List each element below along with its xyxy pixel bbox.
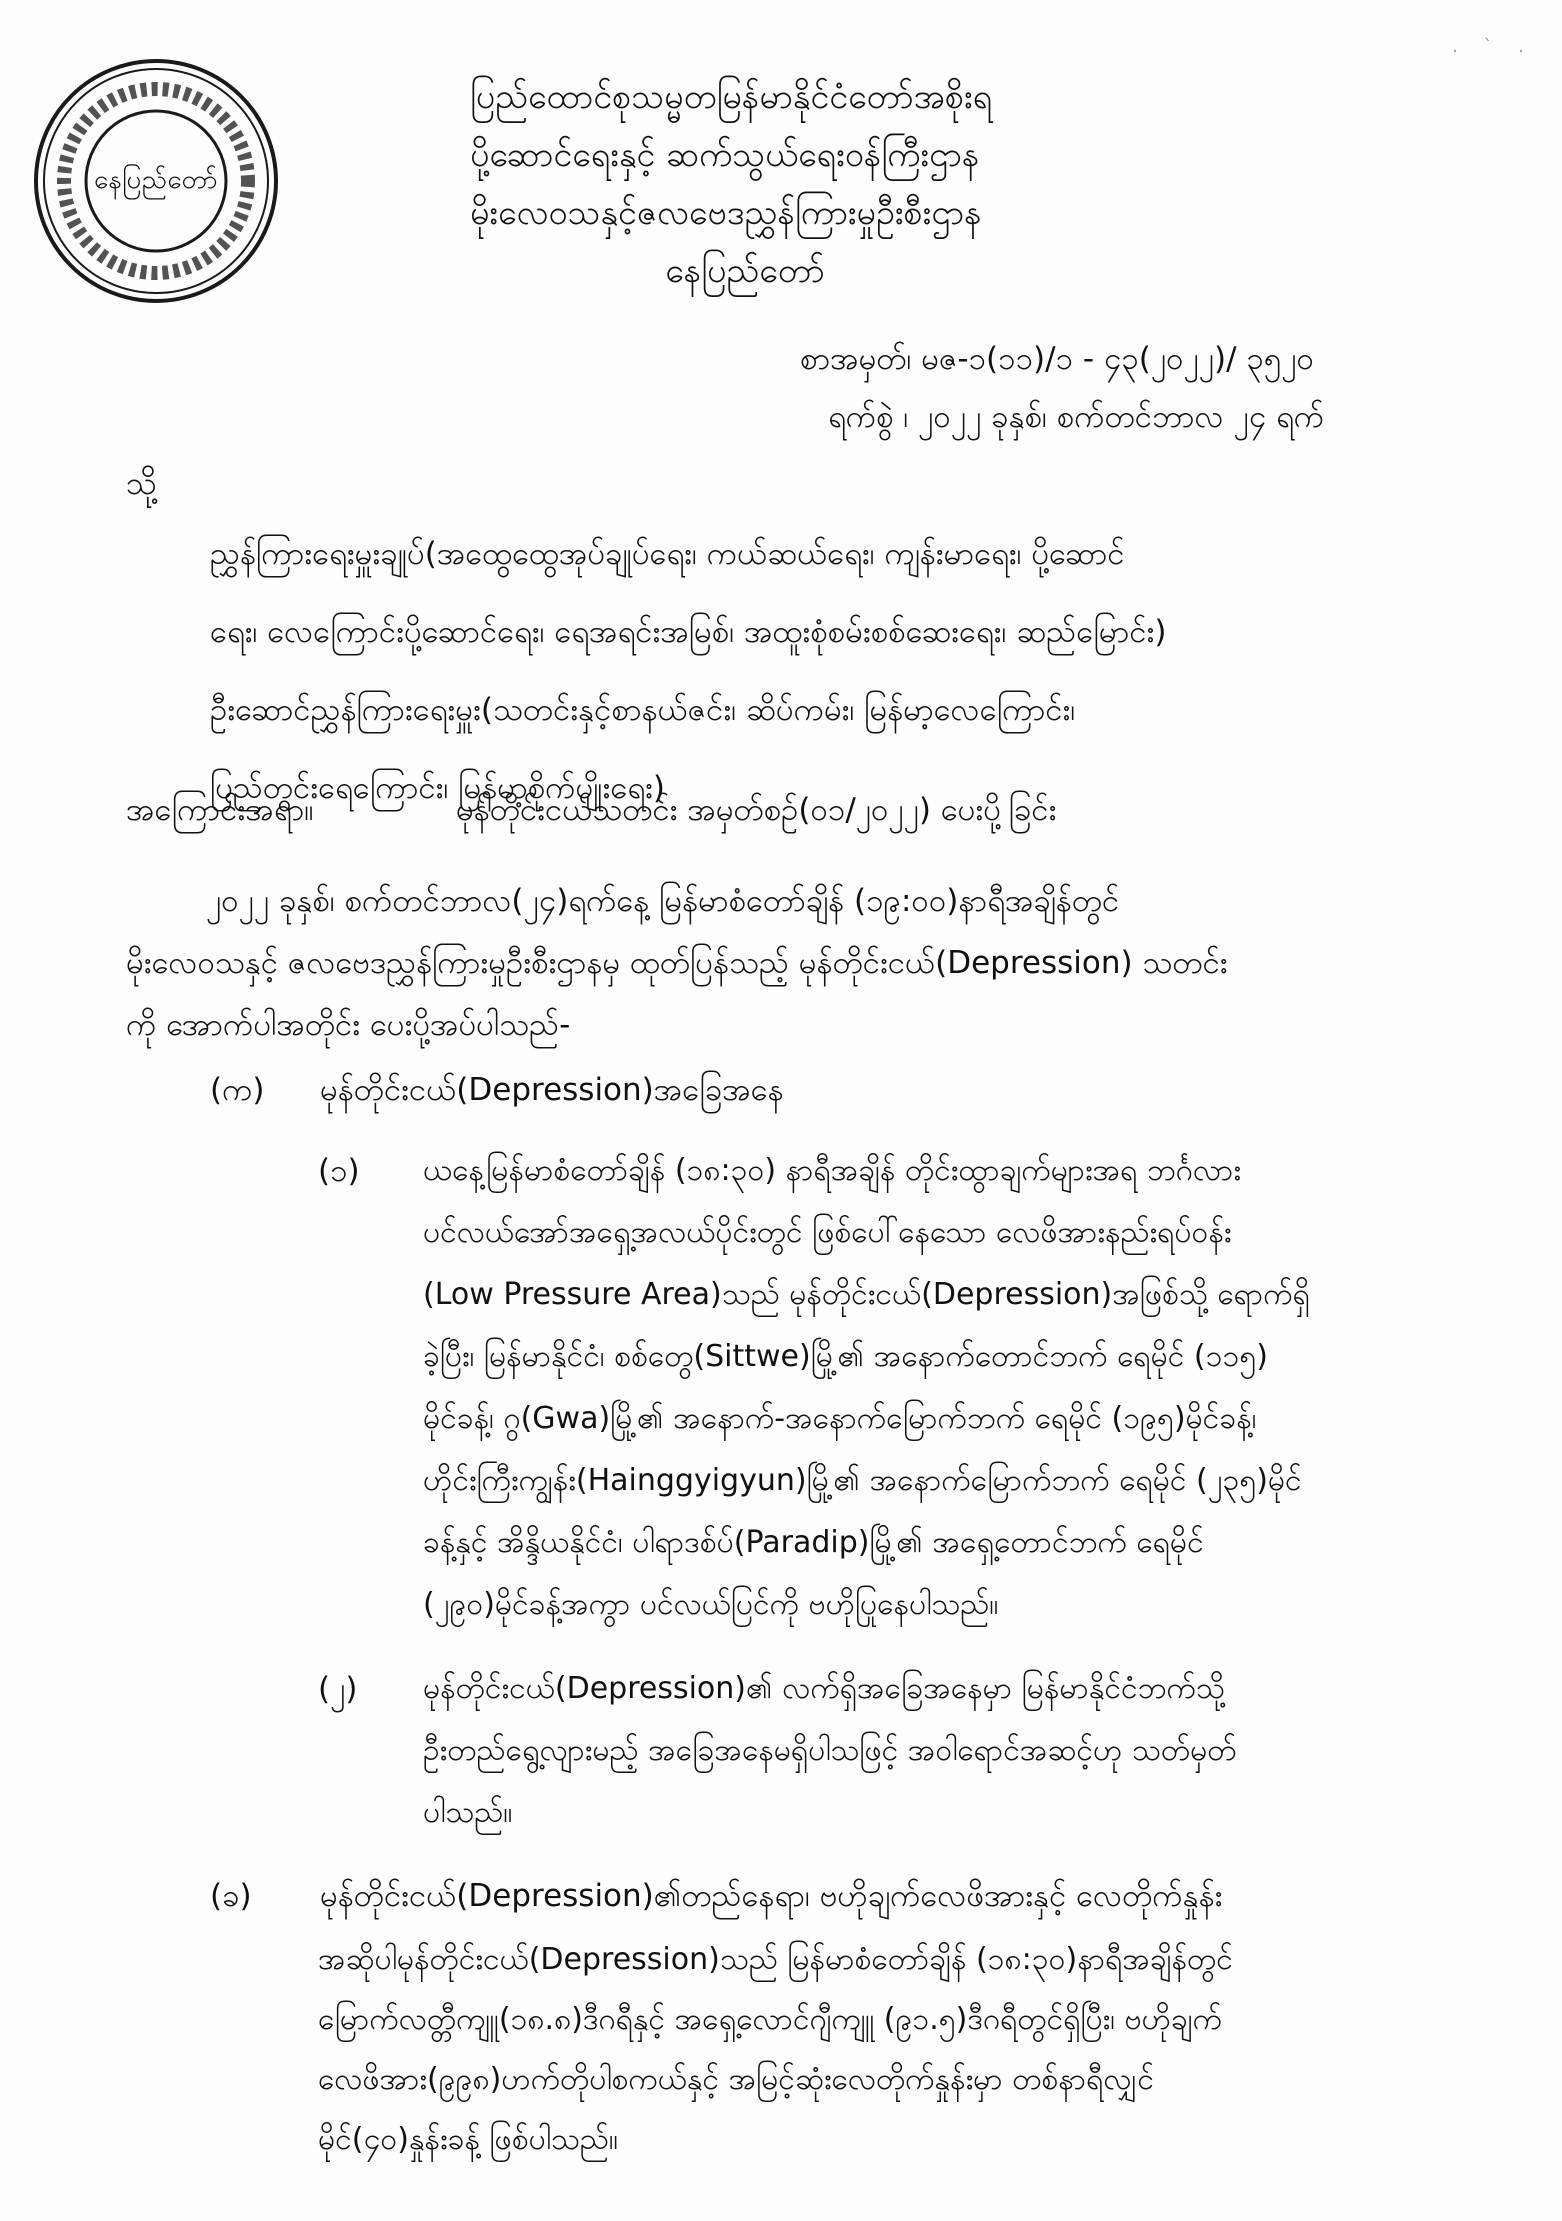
section-a-item-2 bbox=[318, 1658, 1448, 1858]
header-department: မိုးလေဝသနှင့်ဇလဗေဒညွှန်ကြားမှုဦးစီးဌာန bbox=[470, 193, 982, 233]
section-a-heading bbox=[210, 1060, 1450, 1120]
letter-number: စာအမှတ်၊ မဇ-၁(၁၁)/၁ - ၄၃(၂၀၂၂)/ ၃၅၂၀ bbox=[800, 341, 1314, 377]
intro-line: ၂၀၂၂ ခုနှစ်၊ စက်တင်ဘာလ(၂၄)ရက်နေ့ မြန်မာစံတော်ချိန် (၁၉:၀၀)နာရီအချိန်တွင် bbox=[206, 883, 1120, 919]
item-line: ဟိုင်းကြီးကျွန်း(Hainggyigyun)မြို့၏ အနောက်မြောက်ဘက် ရေမိုင် (၂၃၅)မိုင် bbox=[423, 1463, 1302, 1498]
section-b-number: (ခ) bbox=[210, 1878, 252, 1914]
intro-line: မိုးလေဝသနှင့် ဇလဗေဒညွှန်ကြားမှုဦးစီးဌာနမှ ထုတ်ပြန်သည့် မုန်တိုင်းငယ်(Depression) သတင်း bbox=[126, 945, 1228, 981]
reference-block bbox=[800, 330, 1520, 446]
intro-paragraph bbox=[126, 870, 1441, 1056]
section-a-title: မုန်တိုင်းငယ်(Depression)အခြေအနေ bbox=[320, 1072, 784, 1108]
official-seal bbox=[30, 55, 282, 307]
to-label: သို့ bbox=[126, 464, 157, 502]
header-government: ပြည်ထောင်စုသမ္မတမြန်မာနိုင်ငံတော်အစိုးရ bbox=[470, 77, 993, 117]
item-line: (Low Pressure Area)သည် မုန်တိုင်းငယ်(Depression)အဖြစ်သို့ ရောက်ရှိ bbox=[423, 1277, 1310, 1312]
item-body bbox=[423, 1140, 1448, 1636]
intro-line: ကို အောက်ပါအတိုင်း ပေးပို့အပ်ပါသည်- bbox=[126, 1007, 571, 1043]
recipient-line: ရေး၊ လေကြောင်းပို့ဆောင်ရေး၊ ရေအရင်းအမြစ်၊ အထူးစုံစမ်းစစ်ဆေးရေး၊ ဆည်မြောင်း) bbox=[210, 614, 1167, 650]
corner-marks: . ` . bbox=[1452, 36, 1534, 57]
letter-date: ရက်စွဲ ၊ ၂၀၂၂ ခုနှစ်၊ စက်တင်ဘာလ ၂၄ ရက် bbox=[828, 399, 1325, 435]
item-line: ခန့်နှင့် အိန္ဒိယနိုင်ငံ၊ ပါရာဒစ်ပ်(Paradip)မြို့၏ အရှေ့တောင်ဘက် ရေမိုင် bbox=[423, 1525, 1204, 1560]
item-line: မုန်တိုင်းငယ်(Depression)၏ လက်ရှိအခြေအနေမှာ မြန်မာနိုင်ငံဘက်သို့ bbox=[423, 1671, 1225, 1706]
header-ministry: ပို့ဆောင်ရေးနှင့် ဆက်သွယ်ရေးဝန်ကြီးဌာန bbox=[470, 135, 980, 175]
item-line: ပါသည်။ bbox=[423, 1795, 513, 1830]
seal-center-text: နေပြည်တော် bbox=[93, 164, 219, 195]
subject-label: အကြောင်းအရာ။ bbox=[126, 792, 314, 828]
item-number: (၂) bbox=[318, 1671, 358, 1707]
recipients-block bbox=[210, 515, 1440, 827]
section-b-line: လေဖိအား(၉၉၈)ဟက်တိုပါစကယ်နှင့် အမြင့်ဆုံးလေတိုက်နှုန်းမှာ တစ်နာရီလျှင် bbox=[318, 2062, 1155, 2097]
recipient-line: ဦးဆောင်ညွှန်ကြားရေးမှူး(သတင်းနှင့်စာနယ်ဇင်း၊ ဆိပ်ကမ်း၊ မြန်မာ့လေကြောင်း၊ bbox=[210, 692, 1076, 728]
item-line: ယနေ့မြန်မာစံတော်ချိန် (၁၈:၃၀) နာရီအချိန် တိုင်းထွာချက်များအရ ဘင်္ဂလား bbox=[423, 1153, 1241, 1188]
item-body bbox=[423, 1658, 1448, 1844]
section-b-line: အဆိုပါမုန်တိုင်းငယ်(Depression)သည် မြန်မာစံတော်ချိန် (၁၈:၃၀)နာရီအချိန်တွင် bbox=[318, 1942, 1233, 1977]
header-city: နေပြည်တော် bbox=[665, 251, 825, 291]
section-a-number: (က) bbox=[210, 1072, 265, 1108]
recipient-line: ပြည်တွင်းရေကြောင်း၊ မြန်မာ့စိုက်ပျိုးရေး) bbox=[210, 770, 665, 806]
section-b-line: မိုင်(၄၀)နှုန်းခန့် ဖြစ်ပါသည်။ bbox=[318, 2122, 618, 2157]
subject-line bbox=[126, 790, 1466, 836]
item-line: (၂၉၀)မိုင်ခန့်အကွာ ပင်လယ်ပြင်ကို ဗဟိုပြုနေပါသည်။ bbox=[423, 1587, 999, 1622]
letterhead bbox=[470, 68, 1170, 300]
section-a-item-1 bbox=[318, 1140, 1448, 1660]
section-b-line: မြောက်လတ္တီကျူ(၁၈.၈)ဒီဂရီနှင့် အရှေ့လောင်ဂျီကျူ (၉၁.၅)ဒီဂရီတွင်ရှိပြီး၊ ဗဟိုချက် bbox=[318, 2002, 1222, 2037]
item-line: ပင်လယ်အော်အရှေ့အလယ်ပိုင်းတွင် ဖြစ်ပေါ်နေသော လေဖိအားနည်းရပ်ဝန်း bbox=[423, 1215, 1232, 1250]
section-b-body bbox=[318, 1930, 1448, 2170]
item-line: မိုင်ခန့်၊ ဂွ(Gwa)မြို့၏ အနောက်-အနောက်မြောက်ဘက် ရေမိုင် (၁၉၅)မိုင်ခန့်၊ bbox=[423, 1401, 1257, 1436]
item-line: ခဲ့ပြီး၊ မြန်မာနိုင်ငံ၊ စစ်တွေ(Sittwe)မြို့၏ အနောက်တောင်ဘက် ရေမိုင် (၁၁၅) bbox=[423, 1339, 1268, 1374]
item-line: ဦးတည်ရွေ့လျားမည့် အခြေအနေမရှိပါသဖြင့် အဝါရောင်အဆင့်ဟု သတ်မှတ် bbox=[423, 1733, 1237, 1768]
item-number: (၁) bbox=[318, 1153, 360, 1189]
section-b-heading bbox=[210, 1866, 1450, 1926]
recipient-line: ညွှန်ကြားရေးမှူးချုပ်(အထွေထွေအုပ်ချုပ်ရေး၊ ကယ်ဆယ်ရေး၊ ကျန်းမာရေး၊ ပို့ဆောင် bbox=[210, 536, 1125, 572]
subject-text: မုန်တိုင်းငယ်သတင်း အမှတ်စဉ်(၀၁/၂၀၂၂) ပေးပို့ခြင်း bbox=[456, 792, 1057, 828]
section-b-title: မုန်တိုင်းငယ်(Depression)၏တည်နေရာ၊ ဗဟိုချက်လေဖိအားနှင့် လေတိုက်နှုန်း bbox=[320, 1878, 1223, 1914]
